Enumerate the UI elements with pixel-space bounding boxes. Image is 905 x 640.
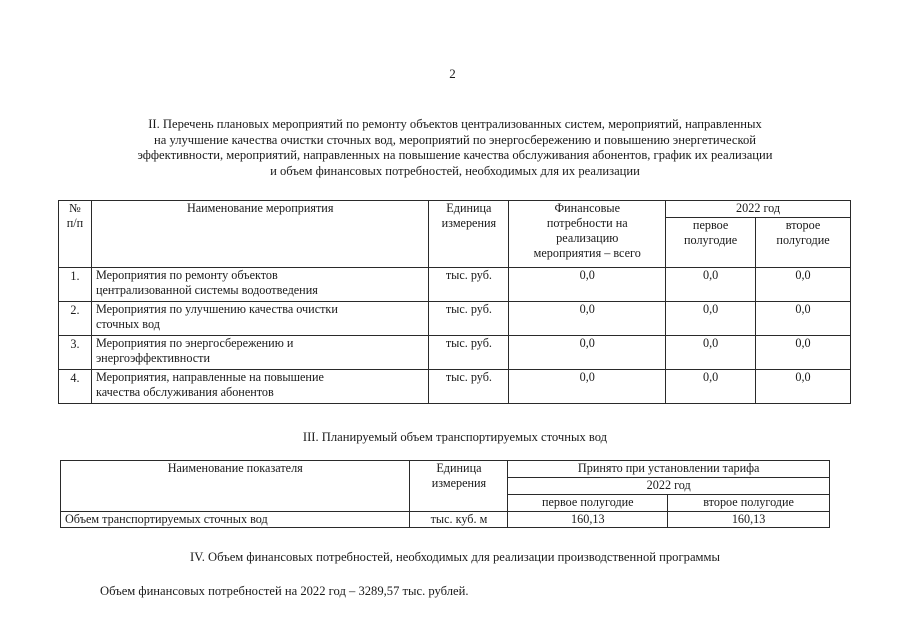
header-half-1-line: полугодие [684,233,738,247]
row-name-line: качества обслуживания абонентов [95,385,274,399]
table-row [59,336,851,370]
header-financial-line: Финансовые [554,201,620,215]
row-half-1: 0,0 [666,302,756,336]
row-half-1: 0,0 [666,370,756,404]
header-unit [429,201,509,268]
header-financial-line: потребности на [546,216,628,230]
row-total: 0,0 [509,302,666,336]
row-unit: тыс. куб. м [410,512,508,528]
row-half-1: 0,0 [666,268,756,302]
row-name-line: Мероприятия по энергосбережению и [95,336,294,350]
header-num-line: № [69,201,81,215]
section-2-title-line: на улучшение качества очистки сточных вод, мероприятий по энергосбережению и повышению энергетической [153,132,757,147]
row-half-1: 160,13 [508,512,668,528]
row-name [91,370,428,404]
row-num: 2. [59,302,92,336]
row-half-2: 0,0 [756,268,851,302]
header-indicator: Наименование показателя [61,461,410,512]
header-unit-line: Единица [436,461,482,475]
row-name [91,268,428,302]
section-4-title: IV. Объем финансовых потребностей, необходимых для реализации производственной программы [190,550,720,564]
row-num: 1. [59,268,92,302]
header-unit-line: измерения [441,216,497,230]
header-unit-line: Единица [446,201,492,215]
row-unit: тыс. руб. [429,370,509,404]
header-unit [410,461,508,512]
row-unit: тыс. руб. [429,336,509,370]
header-year: 2022 год [508,478,830,495]
page-number: 2 [449,66,456,81]
table-row [59,302,851,336]
header-half-1: первое полугодие [508,495,668,512]
table-row [59,268,851,302]
row-name-line: сточных вод [95,317,160,331]
row-half-1: 0,0 [666,336,756,370]
row-name-line: централизованной системы водоотведения [95,283,318,297]
volume-table [60,460,830,528]
header-unit-line: измерения [431,476,487,490]
financial-summary: Объем финансовых потребностей на 2022 год – 3289,57 тыс. рублей. [100,584,469,598]
row-name [91,302,428,336]
row-name-line: Мероприятия по улучшению качества очистки [95,302,338,316]
header-financial-line: реализацию [556,231,619,245]
row-half-2: 0,0 [756,336,851,370]
header-half-2-line: второе [785,218,821,232]
header-accepted: Принято при установлении тарифа [508,461,830,478]
row-name: Объем транспортируемых сточных вод [61,512,410,528]
section-2-title-line: II. Перечень плановых мероприятий по ремонту объектов централизованных систем, мероприятий, направленных [148,117,762,131]
header-year: 2022 год [666,201,851,218]
measures-table [58,200,851,404]
row-half-2: 0,0 [756,370,851,404]
row-total: 0,0 [509,268,666,302]
row-name-line: Мероприятия, направленные на повышение [95,370,324,384]
header-financial [509,201,666,268]
row-unit: тыс. руб. [429,268,509,302]
header-name: Наименование мероприятия [91,201,428,268]
row-name [91,336,428,370]
row-num: 4. [59,370,92,404]
header-half-1 [666,218,756,268]
section-3-title: III. Планируемый объем транспортируемых сточных вод [302,430,608,444]
header-num [59,201,92,268]
row-half-2: 160,13 [668,512,830,528]
row-num: 3. [59,336,92,370]
row-name-line: энергоэффективности [95,351,210,365]
row-half-2: 0,0 [756,302,851,336]
row-unit: тыс. руб. [429,302,509,336]
row-total: 0,0 [509,370,666,404]
header-num-line: п/п [66,216,84,230]
header-financial-line: мероприятия – всего [533,246,641,260]
table-row [61,512,830,528]
header-half-2-line: полугодие [776,233,830,247]
header-half-2 [756,218,851,268]
row-total: 0,0 [509,336,666,370]
header-half-2: второе полугодие [668,495,830,512]
table-row [59,370,851,404]
section-2-title-line: эффективности, мероприятий, направленных на повышение качества обслуживания абонентов, график их реализации [137,148,773,163]
section-2-title [70,117,840,179]
section-2-title-line: и объем финансовых потребностей, необходимых для их реализации [270,163,640,178]
row-name-line: Мероприятия по ремонту объектов [95,268,278,282]
header-half-1-line: первое [692,218,729,232]
